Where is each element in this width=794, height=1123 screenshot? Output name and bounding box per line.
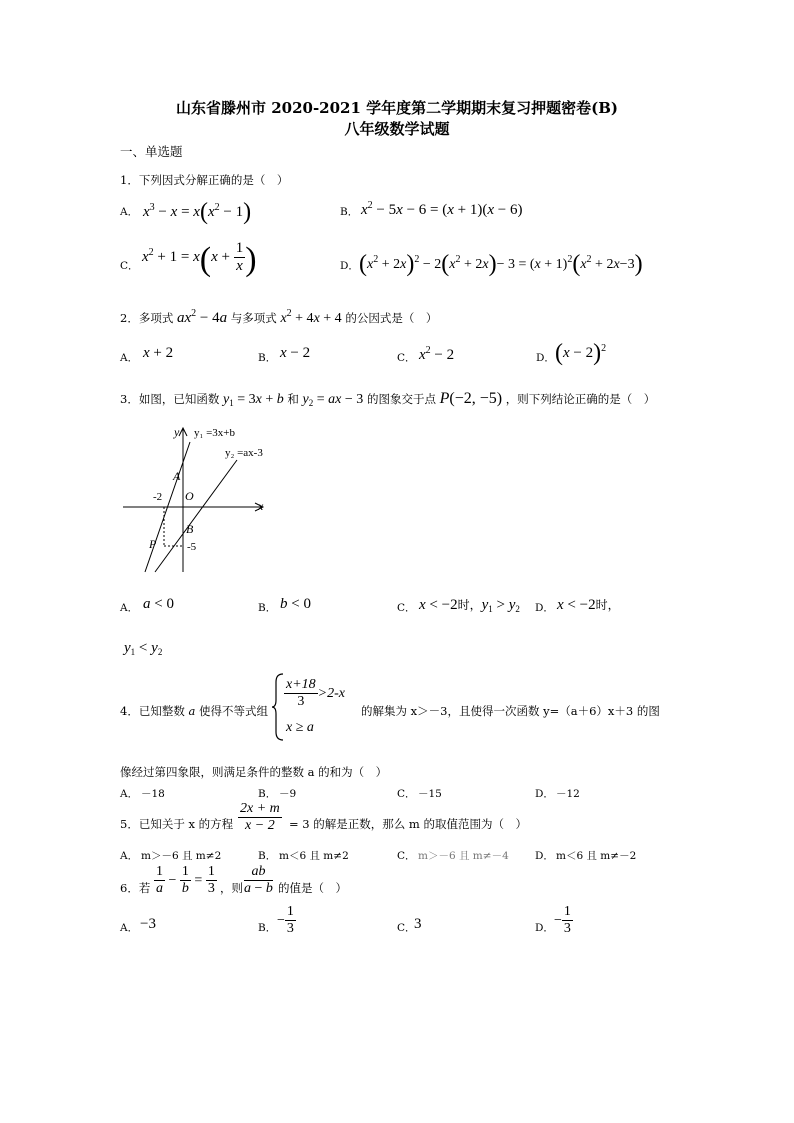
doc-title-line1: 山东省滕州市 2020-2021 学年度第二学期期末复习押题密卷(B): [175, 99, 619, 117]
q1-option-c: $x^2 + 1 = x(x$ + $\frac{1}{x}$ ): [142, 240, 257, 279]
q4-option-b-label: B．: [258, 788, 277, 800]
q5-fraction-denominator: x − 2: [245, 818, 275, 834]
q4-system-brace: [271, 672, 285, 742]
q4-stem-mid: 使得不等式组: [199, 704, 268, 718]
q3-stem-post: ，则下列结论正确的是（ ）: [505, 392, 656, 406]
q4-option-c: －15: [418, 788, 442, 800]
q6-stem-post: 的值是（ ）: [278, 881, 347, 895]
q2-poly1: $ax^2 - 4a$: [176, 308, 228, 326]
q3-stem: [120, 390, 655, 408]
q5-option-d: m＜6 且 m≠－2: [556, 850, 637, 862]
q1-option-b-label: B．: [340, 206, 359, 218]
q3-option-d: x < −2时，: [557, 597, 620, 613]
q1-option-b: $x^2 - 5x - 6 = (x + 1)(x - 6)$: [361, 200, 523, 218]
q3-stem-and: 和: [287, 392, 299, 406]
q2-option-a-label: A．: [120, 352, 139, 364]
point-p-label: P: [149, 537, 157, 551]
q6-option-b-label: B．: [258, 922, 277, 934]
q6-expression: $\frac{ab}{a - b}$: [244, 864, 273, 897]
q3-intersection-point: P(−2, −5): [439, 390, 503, 407]
q3-option-b: b < 0: [280, 596, 311, 612]
tick-neg5-label: -5: [187, 541, 197, 553]
q5-option-b-label: B．: [258, 850, 277, 862]
q4-option-a: －18: [141, 788, 165, 800]
line-y1-label: y₁ =3x+b: [194, 427, 235, 439]
q2-option-a: x + 2: [143, 345, 174, 361]
point-a-label: A: [173, 469, 181, 483]
q5-fraction: [238, 801, 282, 834]
q2-option-b: x − 2: [280, 345, 311, 361]
q5-option-d-label: D．: [535, 850, 554, 862]
q6-stem-pre: 6．若: [120, 881, 151, 895]
q6-equation: $\frac{1}{a}$ − $\frac{1}{b}$ = $\frac{1}{3}$: [156, 864, 215, 897]
q3-function2: $y_2$ = ax − 3: [302, 392, 364, 408]
q2-option-b-label: B．: [258, 352, 277, 364]
x-axis-label: x: [258, 499, 264, 513]
q1-option-c-label: C．: [120, 260, 139, 272]
q3-option-a: a < 0: [143, 596, 174, 612]
line-y2: [155, 460, 237, 572]
q2-option-c-label: C．: [397, 352, 416, 364]
q4-ineq1-rhs: >2-x: [317, 685, 345, 701]
q6-option-a: −3: [140, 916, 156, 932]
q3-stem-mid: 的图象交于点: [366, 392, 436, 406]
point-b-label: B: [186, 522, 194, 536]
q5-stem-pre: 5．已知关于 x 的方程: [120, 817, 234, 831]
q1-option-d: $(x^2 + 2x)^2 - 2(x^2 + 2x)- 3 = (x + 1)^2(x^2 + 2x-3)$: [359, 251, 643, 277]
q4-inequality1: [284, 677, 345, 710]
q5-option-c: m＞－6 且 m≠－4: [418, 850, 509, 862]
y-axis-label: y: [174, 425, 180, 439]
origin-label: O: [185, 489, 194, 503]
q6-option-c: 3: [414, 916, 422, 932]
q1-option-d-label: D．: [340, 260, 359, 272]
q6-option-b: − $\frac{1}{3}$: [277, 904, 294, 937]
q2-poly2: $x^2 + 4x + 4$: [280, 308, 342, 326]
tick-neg2-label: -2: [153, 491, 163, 503]
line-y2-label: y₂ =ax-3: [225, 447, 263, 459]
q3-option-c: x < −2时，$y_1 > y_2$: [419, 597, 520, 614]
q5-option-a: m＞－6 且 m≠2: [141, 850, 222, 862]
q3-graph-figure: [115, 420, 285, 580]
q5-option-b: m＜6 且 m≠2: [279, 850, 349, 862]
q5-option-c-label: C．: [397, 850, 416, 862]
q3-option-c-label: C．: [397, 602, 416, 614]
q6-option-d: − $\frac{1}{3}$: [554, 904, 571, 937]
q4-option-b: －9: [279, 788, 297, 800]
q2-stem-mid: 与多项式: [230, 311, 277, 325]
q4-ineq1-numerator: x+18: [284, 677, 318, 694]
q4-option-d: －12: [556, 788, 580, 800]
q4-option-d-label: D．: [535, 788, 554, 800]
q6-stem-mid: ，则: [220, 881, 243, 895]
q6-option-a-label: A．: [120, 922, 139, 934]
q3-option-a-label: A．: [120, 602, 139, 614]
q5-fraction-numerator: 2x + m: [238, 801, 282, 818]
q3-stem-pre: 3．如图，已知函数: [120, 392, 220, 406]
q4-option-c-label: C．: [397, 788, 416, 800]
doc-title-line2: 八年级数学试题: [344, 120, 450, 138]
q4-ineq1-denominator: 3: [297, 694, 305, 710]
q2-option-c: $x^2 - 2$: [419, 345, 455, 363]
q4-stem-post: 的解集为 x＞－3，且使得一次函数 y=（a＋6）x＋3 的图: [361, 704, 660, 718]
q3-option-b-label: B．: [258, 602, 277, 614]
q6-option-d-label: D．: [535, 922, 554, 934]
q2-stem: [120, 308, 437, 327]
q5-option-a-label: A．: [120, 850, 139, 862]
q4-var-a: a: [188, 704, 196, 718]
q3-option-d-label: D．: [535, 602, 554, 614]
q2-option-d: $(x - 2)^2$: [555, 340, 607, 366]
q4-stem-pre-text: 4．已知整数: [120, 704, 185, 718]
q1-option-a-label: A．: [120, 206, 139, 218]
q4-stem-line2: 像经过第四象限，则满足条件的整数 a 的和为（ ）: [120, 765, 388, 779]
q1-stem: 1．下列因式分解正确的是（ ）: [120, 173, 289, 187]
q5-stem-post: = 3 的解是正数，那么 m 的取值范围为（ ）: [289, 817, 527, 831]
q2-option-d-label: D．: [536, 352, 555, 364]
q2-stem-pre: 2．多项式: [120, 311, 174, 325]
q4-stem-pre: [120, 703, 268, 719]
q4-option-a-label: A．: [120, 788, 139, 800]
q4-inequality2: x ≥ a: [286, 720, 314, 735]
q6-option-c-label: C．: [397, 922, 416, 934]
q3-function1: $y_1 = 3x + b$: [222, 392, 284, 408]
section-heading: 一、单选题: [120, 144, 183, 159]
q1-option-a: $x^3 - x = x(x^2 - 1)$: [143, 199, 252, 225]
q2-stem-post: 的公因式是（ ）: [345, 311, 438, 325]
q3-option-d-continued: $y_1 < y_2$: [124, 640, 163, 657]
